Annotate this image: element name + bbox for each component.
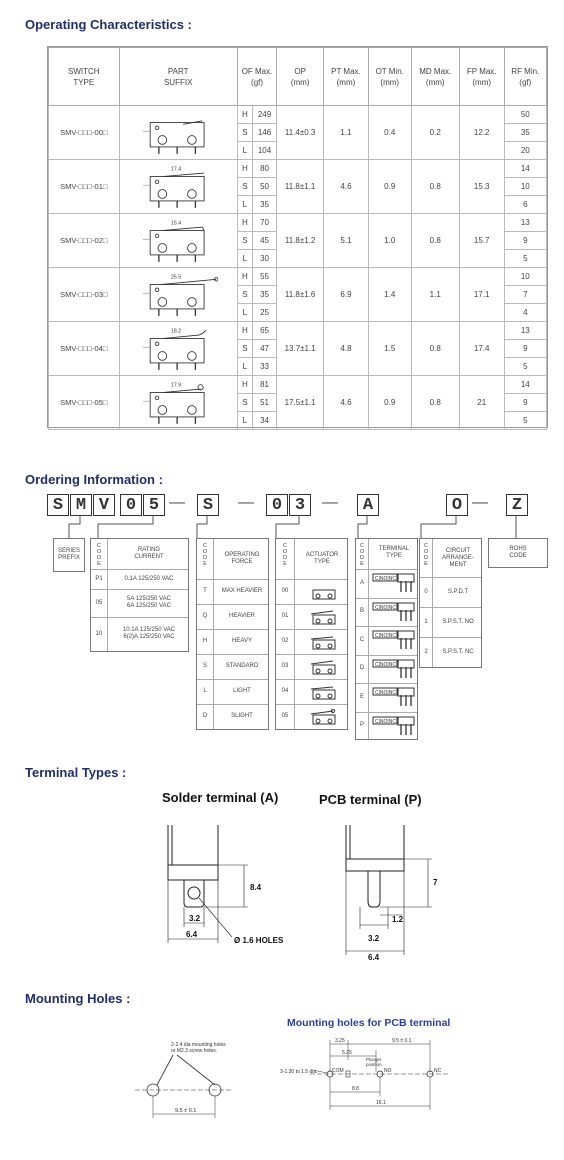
rohs-code-label	[489, 541, 547, 565]
fp-value-cell: 15.7	[459, 214, 504, 268]
op-header-cell: OT Min. (mm)	[368, 48, 411, 106]
md-value-cell: 0.8	[411, 376, 459, 430]
op-table-row	[49, 268, 547, 286]
actuator-type-icon	[302, 609, 342, 625]
ot-value-cell: 1.0	[368, 214, 411, 268]
force-code	[197, 629, 213, 654]
force-value	[214, 604, 270, 629]
actuator-type-table	[275, 538, 348, 730]
part-drawing-cell	[119, 268, 237, 322]
force-value-text: MAX HEAVIER	[221, 588, 263, 594]
rf-value-cell: 13	[504, 214, 546, 232]
op-table-row	[49, 160, 547, 178]
rf-value-cell: 35	[504, 124, 546, 142]
force-value-text: LIGHT	[233, 688, 251, 694]
force-code-text: L	[203, 688, 207, 694]
circuit-code-text: 1	[424, 618, 428, 625]
force-level-cell: S	[237, 394, 252, 412]
svg-text:15.4: 15.4	[171, 219, 182, 226]
ot-value-cell: 1.5	[368, 322, 411, 376]
terminal-code-text: B	[359, 608, 364, 614]
force-header	[214, 539, 270, 579]
force-value-text: HEAVY	[232, 638, 252, 644]
rf-value-cell: 7	[504, 286, 546, 304]
rf-value-cell: 6	[504, 196, 546, 214]
switch-part-drawing	[138, 326, 218, 372]
terminal-code-text: D	[359, 665, 365, 671]
plunger-label-2: position	[366, 1062, 382, 1067]
rating-value-text: 5A 125/250 VAC 6A 125/250 VAC	[127, 596, 171, 609]
solder-terminal-title: Solder terminal (A)	[162, 790, 279, 805]
rating-value	[108, 569, 190, 589]
circuit-value-text: S.P.D.T	[447, 588, 469, 595]
of-value-cell: 30	[252, 250, 276, 268]
terminal-code-text: C	[359, 636, 365, 643]
order-code-box: M	[70, 494, 92, 516]
force-level-cell: H	[237, 214, 252, 232]
actuator-code	[276, 579, 294, 604]
code-vertical-label: C O D E	[282, 543, 288, 567]
mounting-holes-title: Mounting Holes :	[25, 991, 131, 1006]
part-number-cell: SMV-□□□-03□	[49, 268, 120, 322]
force-level-cell: H	[237, 376, 252, 394]
pcb-height-dim: 7	[433, 878, 438, 887]
op-value-cell: 13.7±1.1	[277, 322, 324, 376]
rohs-code-box	[488, 538, 548, 568]
force-level-cell: L	[237, 196, 252, 214]
rf-value-cell: 9	[504, 232, 546, 250]
rf-value-cell: 10	[504, 178, 546, 196]
rf-value-cell: 14	[504, 376, 546, 394]
actuator-type-icon	[302, 659, 342, 675]
mounting-left-dim: 9.5 ± 0.1	[175, 1108, 197, 1114]
md-value-cell: 1.1	[411, 268, 459, 322]
of-value-cell: 34	[252, 412, 276, 430]
solder-inner-dim: 3.2	[189, 914, 201, 923]
force-code	[197, 704, 213, 729]
actuator-code	[276, 654, 294, 679]
circuit-value	[433, 577, 483, 607]
mounting-holes-solder-drawing	[135, 1030, 265, 1125]
rf-value-cell: 9	[504, 340, 546, 358]
part-drawing-cell	[119, 376, 237, 430]
force-level-cell: L	[237, 304, 252, 322]
fp-value-cell: 15.3	[459, 160, 504, 214]
actuator-code-text: 01	[281, 613, 289, 619]
op-value-cell: 11.8±1.2	[277, 214, 324, 268]
terminal-header	[369, 541, 419, 565]
op-table-row	[49, 376, 547, 394]
terminal-header-text: TERMINAL TYPE	[378, 546, 410, 559]
of-value-cell: 104	[252, 142, 276, 160]
switch-part-drawing	[138, 272, 218, 318]
rating-code	[91, 569, 107, 589]
code-vertical-label: C O D E	[96, 543, 102, 567]
order-code-box: V	[93, 494, 115, 516]
terminal-code-text: A	[359, 579, 364, 586]
part-number-cell: SMV-□□□-00□	[49, 106, 120, 160]
force-level-cell: S	[237, 178, 252, 196]
rating-code	[91, 617, 107, 651]
pt-value-cell: 4.6	[324, 160, 369, 214]
force-level-cell: S	[237, 232, 252, 250]
of-value-cell: 45	[252, 232, 276, 250]
fp-value-cell: 21	[459, 376, 504, 430]
pcb-terminal-drawing	[330, 815, 460, 965]
actuator-type-icon	[302, 709, 342, 725]
op-header-cell: RF Min. (gf)	[504, 48, 546, 106]
part-number-cell: SMV-□□□-02□	[49, 214, 120, 268]
svg-text:18.2: 18.2	[171, 327, 182, 334]
force-level-cell: S	[237, 124, 252, 142]
circuit-header-text: CIRCUIT ARRANGE- MENT	[442, 547, 474, 568]
series-prefix-box	[53, 538, 85, 572]
pcb-hole-dia: 3-1.30 to 1.5 dia.	[280, 1069, 318, 1075]
rating-current-table	[90, 538, 189, 652]
actuator-type-icon	[302, 684, 342, 700]
solder-holes-label: Ø 1.6 HOLES	[234, 936, 284, 945]
terminal-type-icon	[371, 715, 417, 737]
circuit-value-text: S.P.S.T. NC	[442, 648, 474, 655]
order-code-box: 0	[120, 494, 142, 516]
rf-value-cell: 50	[504, 106, 546, 124]
terminal-type-icon	[371, 601, 417, 623]
ot-value-cell: 0.4	[368, 106, 411, 160]
terminal-code	[356, 626, 368, 654]
force-code	[197, 679, 213, 704]
pt-value-cell: 1.1	[324, 106, 369, 160]
svg-text:17.4: 17.4	[171, 165, 182, 172]
op-value-cell: 11.4±0.3	[277, 106, 324, 160]
ot-value-cell: 0.9	[368, 160, 411, 214]
rating-value-text: 0.1A 125/250 VAC	[124, 575, 174, 582]
circuit-header	[433, 539, 483, 577]
order-dash: —	[238, 494, 254, 511]
rating-code-text: 10	[95, 630, 103, 637]
solder-height-dim: 8.4	[250, 883, 262, 892]
mounting-pcb-title: Mounting holes for PCB terminal	[287, 1017, 451, 1029]
svg-text:C|NO|NC: C|NO|NC	[375, 633, 396, 639]
rating-code-text: P1	[95, 575, 103, 582]
circuit-code-text: 0	[424, 588, 428, 595]
terminal-code	[356, 569, 368, 597]
force-code-text: H	[202, 638, 208, 644]
order-code-box: S	[197, 494, 219, 516]
actuator-code	[276, 604, 294, 629]
operating-characteristics-title: Operating Characteristics :	[25, 17, 192, 32]
pcb-pin-dim: 1.2	[392, 915, 404, 924]
force-value	[214, 579, 270, 604]
ordering-information-title: Ordering Information :	[25, 472, 163, 487]
order-code-box: S	[47, 494, 69, 516]
operating-characteristics-table	[47, 46, 548, 428]
pcb-dim-161: 16.1	[376, 1100, 386, 1106]
pt-value-cell: 4.8	[324, 322, 369, 376]
rating-value-text: 10.1A 125/250 VAC 6(2)A 125/250 VAC	[122, 627, 176, 640]
plunger-label-1: Plunger	[366, 1057, 382, 1062]
force-value	[214, 629, 270, 654]
rating-header-text: RATING CURRENT	[134, 547, 164, 560]
pt-value-cell: 4.6	[324, 376, 369, 430]
rating-code-text: 05	[95, 599, 103, 606]
op-table-row	[49, 214, 547, 232]
of-value-cell: 35	[252, 196, 276, 214]
force-code-text: T	[203, 588, 207, 594]
svg-text:C|NO|NC: C|NO|NC	[375, 661, 396, 668]
rating-value	[108, 617, 190, 651]
of-value-cell: 50	[252, 178, 276, 196]
actuator-header-text: ACTUATOR TYPE	[305, 552, 339, 565]
md-value-cell: 0.8	[411, 322, 459, 376]
part-number-cell: SMV-□□□-04□	[49, 322, 120, 376]
part-drawing-cell	[119, 322, 237, 376]
force-level-cell: S	[237, 286, 252, 304]
code-vertical-label: C O D E	[423, 543, 429, 567]
circuit-code-text: 2	[424, 648, 428, 655]
switch-part-drawing	[138, 164, 218, 210]
terminal-types-title: Terminal Types :	[25, 765, 127, 780]
terminal-code-text: E	[359, 693, 364, 700]
of-value-cell: 249	[252, 106, 276, 124]
fp-value-cell: 17.4	[459, 322, 504, 376]
operating-force-table	[196, 538, 269, 730]
order-code-box: 5	[143, 494, 165, 516]
of-value-cell: 65	[252, 322, 276, 340]
op-header-cell: FP Max. (mm)	[459, 48, 504, 106]
rf-value-cell: 14	[504, 160, 546, 178]
force-level-cell: H	[237, 322, 252, 340]
terminal-type-icon	[371, 629, 417, 651]
ot-value-cell: 1.4	[368, 268, 411, 322]
actuator-code-text: 04	[281, 688, 289, 694]
force-value-text: STANDARD	[225, 663, 259, 669]
no-label: NO	[384, 1068, 392, 1074]
part-drawing-cell	[119, 214, 237, 268]
order-code-box: 0	[266, 494, 288, 516]
mounting-note-line2: or M2.3 screw holes.	[171, 1048, 218, 1054]
mounting-holes-pcb-drawing	[280, 1032, 460, 1122]
op-header-cell: MD Max. (mm)	[411, 48, 459, 106]
of-value-cell: 25	[252, 304, 276, 322]
actuator-code-text: 03	[281, 663, 289, 669]
force-value-text: HEAVIER	[229, 613, 255, 619]
part-number-cell: SMV-□□□-01□	[49, 160, 120, 214]
actuator-type-icon	[302, 634, 342, 650]
md-value-cell: 0.8	[411, 214, 459, 268]
terminal-type-table	[355, 538, 418, 740]
pcb-dim-325: 3.25	[335, 1038, 345, 1044]
md-value-cell: 0.2	[411, 106, 459, 160]
circuit-arrangement-table	[419, 538, 482, 668]
order-code-box: 3	[289, 494, 311, 516]
terminal-code	[356, 655, 368, 683]
series-prefix-label-text: SERIES PREFIX	[57, 548, 80, 561]
force-level-cell: S	[237, 340, 252, 358]
mounting-note-line1: 2-2.4 dia mounting holes	[171, 1042, 226, 1048]
actuator-code-text: 02	[281, 638, 289, 644]
of-value-cell: 33	[252, 358, 276, 376]
order-code-box: A	[357, 494, 379, 516]
pcb-inner-dim: 3.2	[368, 934, 380, 943]
pt-value-cell: 5.1	[324, 214, 369, 268]
force-code-text: Q	[202, 613, 208, 619]
solder-outer-dim: 6.4	[186, 930, 198, 939]
ot-value-cell: 0.9	[368, 376, 411, 430]
of-value-cell: 35	[252, 286, 276, 304]
op-header-cell: OF Max. (gf)	[237, 48, 276, 106]
force-code-text: S	[202, 663, 207, 669]
switch-part-drawing	[138, 380, 218, 426]
force-level-cell: H	[237, 160, 252, 178]
terminal-code-text: P	[359, 722, 364, 728]
pt-value-cell: 6.9	[324, 268, 369, 322]
part-drawing-cell	[119, 160, 237, 214]
op-value-cell: 17.5±1.1	[277, 376, 324, 430]
op-header-cell: PART SUFFIX	[119, 48, 237, 106]
terminal-code	[356, 683, 368, 711]
rf-value-cell: 4	[504, 304, 546, 322]
circuit-code	[420, 607, 432, 637]
svg-text:C|NO|NC: C|NO|NC	[375, 604, 396, 611]
switch-part-drawing	[138, 110, 218, 156]
circuit-value	[433, 607, 483, 637]
svg-text:25.5: 25.5	[171, 273, 182, 280]
fp-value-cell: 12.2	[459, 106, 504, 160]
rf-value-cell: 9	[504, 394, 546, 412]
actuator-type-icon	[302, 584, 342, 600]
force-value	[214, 679, 270, 704]
md-value-cell: 0.8	[411, 160, 459, 214]
circuit-value-text: S.P.S.T. NO	[442, 618, 474, 625]
solder-terminal-drawing	[150, 815, 310, 965]
svg-text:C|NO|NC: C|NO|NC	[375, 576, 396, 582]
pcb-dim-88: 8.8	[352, 1086, 359, 1092]
rating-code	[91, 589, 107, 617]
circuit-code	[420, 637, 432, 667]
pcb-dim-525: 5.25	[342, 1050, 352, 1056]
of-value-cell: 80	[252, 160, 276, 178]
force-level-cell: H	[237, 268, 252, 286]
force-code	[197, 579, 213, 604]
order-dash: —	[322, 494, 338, 511]
of-value-cell: 81	[252, 376, 276, 394]
actuator-code-text: 05	[281, 713, 289, 719]
force-code	[197, 604, 213, 629]
force-level-cell: H	[237, 106, 252, 124]
part-number-cell: SMV-□□□-05□	[49, 376, 120, 430]
rf-value-cell: 13	[504, 322, 546, 340]
part-drawing-cell	[119, 106, 237, 160]
rating-header	[108, 539, 190, 569]
series-prefix-label	[54, 541, 84, 569]
force-code-text: D	[202, 713, 208, 719]
actuator-code-text: 00	[281, 588, 289, 594]
op-value-cell: 11.8±1.1	[277, 160, 324, 214]
op-header-cell: PT Max. (mm)	[324, 48, 369, 106]
of-value-cell: 146	[252, 124, 276, 142]
rf-value-cell: 5	[504, 358, 546, 376]
code-vertical-label: C O D E	[202, 543, 208, 567]
order-dash: —	[169, 494, 185, 511]
of-value-cell: 55	[252, 268, 276, 286]
rohs-code-label-text: ROHS CODE	[509, 546, 527, 559]
rf-value-cell: 5	[504, 412, 546, 430]
op-header-cell: SWITCH TYPE	[49, 48, 120, 106]
actuator-code	[276, 679, 294, 704]
rf-value-cell: 5	[504, 250, 546, 268]
of-value-cell: 70	[252, 214, 276, 232]
force-value	[214, 704, 270, 729]
rf-value-cell: 20	[504, 142, 546, 160]
order-code-box: O	[446, 494, 468, 516]
nc-label: NC	[434, 1068, 442, 1074]
force-value	[214, 654, 270, 679]
terminal-code	[356, 598, 368, 626]
force-level-cell: L	[237, 358, 252, 376]
pcb-dim-95: 9.5 ± 0.1	[392, 1038, 412, 1044]
svg-text:C|NO|NC: C|NO|NC	[375, 690, 396, 696]
fp-value-cell: 17.1	[459, 268, 504, 322]
com-label: COM	[332, 1068, 344, 1074]
rating-value	[108, 589, 190, 617]
force-header-text: OPERATING FORCE	[224, 552, 260, 565]
terminal-code	[356, 712, 368, 740]
op-table-row	[49, 106, 547, 124]
svg-text:C|NO|NC: C|NO|NC	[375, 718, 396, 725]
force-value-text: SLIGHT	[231, 713, 253, 719]
op-table-row	[49, 322, 547, 340]
pcb-outer-dim: 6.4	[368, 953, 380, 962]
order-dash: —	[472, 494, 488, 511]
actuator-code	[276, 704, 294, 729]
actuator-code	[276, 629, 294, 654]
terminal-type-icon	[371, 686, 417, 708]
code-vertical-label: C O D E	[359, 543, 365, 567]
rf-value-cell: 10	[504, 268, 546, 286]
switch-part-drawing	[138, 218, 218, 264]
op-header-cell: OP (mm)	[277, 48, 324, 106]
order-code-box: Z	[506, 494, 528, 516]
pcb-terminal-title: PCB terminal (P)	[319, 792, 422, 807]
circuit-value	[433, 637, 483, 667]
force-code	[197, 654, 213, 679]
actuator-header	[295, 539, 349, 579]
terminal-type-icon	[371, 658, 417, 680]
force-level-cell: L	[237, 142, 252, 160]
force-level-cell: L	[237, 250, 252, 268]
terminal-type-icon	[371, 572, 417, 594]
svg-text:17.9: 17.9	[171, 381, 182, 388]
circuit-code	[420, 577, 432, 607]
force-level-cell: L	[237, 412, 252, 430]
of-value-cell: 47	[252, 340, 276, 358]
op-value-cell: 11.8±1.6	[277, 268, 324, 322]
of-value-cell: 51	[252, 394, 276, 412]
